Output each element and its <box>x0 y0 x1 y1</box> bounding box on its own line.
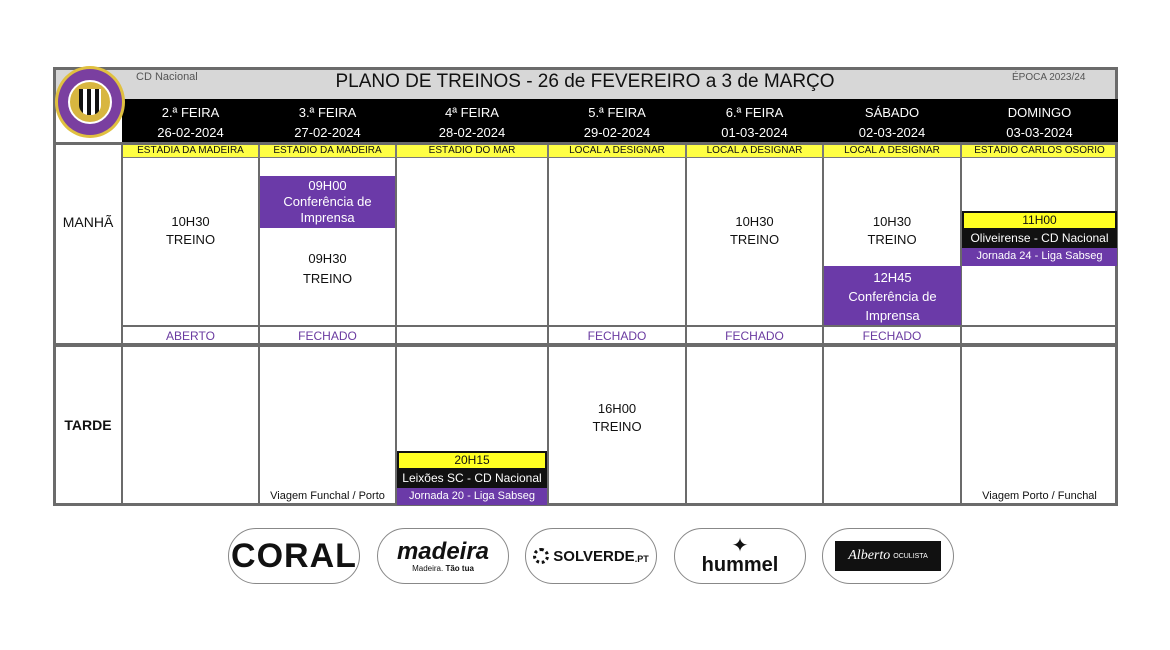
venue-mon: ESTÁDIA DA MADEIRA <box>122 143 259 158</box>
venue-fri: LOCAL A DESIGNAR <box>686 143 823 158</box>
status-thu: FECHADO <box>587 329 647 343</box>
press-conference-tue: 09H00 Conferência de Imprensa <box>260 176 395 228</box>
coral-logo: CORAL <box>231 536 357 575</box>
venue-tue: ESTÁDIO DA MADEIRA <box>259 143 396 158</box>
match-time-sun: 11H00 <box>962 211 1117 230</box>
madeira-logo: madeira <box>396 537 490 565</box>
press-conference-sat: 12H45 Conferência de Imprensa <box>824 266 961 325</box>
grid-line <box>121 142 123 506</box>
venue-sun: ESTÁDIO CARLOS OSÓRIO <box>961 143 1118 158</box>
training-fri-morning: 10H30 TREINO <box>729 214 780 247</box>
hummel-logo: hummel <box>701 554 779 576</box>
status-tue: FECHADO <box>298 329 357 343</box>
training-thu-afternoon: 16H00 TREINO <box>592 401 642 434</box>
club-name: CD Nacional <box>136 71 198 83</box>
training-sat-morning: 10H30 TREINO <box>867 214 917 247</box>
match-round-wed: Jornada 20 - Liga Sabseg <box>397 488 547 505</box>
venue-thu: LOCAL A DESIGNAR <box>548 143 686 158</box>
venue-wed: ESTÁDIO DO MAR <box>396 143 548 158</box>
status-fri: FECHADO <box>725 329 784 343</box>
sponsor-solverde: SOLVERDE .PT <box>525 528 657 584</box>
madeira-tagline: Madeira. Tão tua <box>412 563 474 573</box>
solverde-icon <box>533 548 549 564</box>
match-teams-wed: Leixões SC - CD Nacional <box>397 470 547 488</box>
grid-line <box>122 325 1118 327</box>
page-title: PLANO DE TREINOS - 26 de FEVEREIRO a 3 de MARÇO <box>335 71 835 92</box>
sponsor-alberto <box>822 528 954 584</box>
season-label: ÉPOCA 2023/24 <box>1012 72 1086 83</box>
solverde-logo: SOLVERDE <box>553 547 635 565</box>
match-round-sun: Jornada 24 - Liga Sabseg <box>962 248 1117 266</box>
day-header-thu: 5.ª FEIRA 29-02-2024 <box>548 99 686 143</box>
training-mon-morning: 10H30 TREINO <box>165 214 216 247</box>
alberto-logo: Alberto OCULISTA <box>835 541 941 571</box>
sponsor-madeira <box>377 528 509 584</box>
row-label-morning: MANHÃ <box>62 214 114 230</box>
bee-icon: ✦ <box>731 535 749 557</box>
day-header-sun: DOMINGO 03-03-2024 <box>961 99 1118 143</box>
status-mon: ABERTO <box>166 329 215 343</box>
day-header-wed: 4ª FEIRA 28-02-2024 <box>396 99 548 143</box>
day-header-mon: 2.ª FEIRA 26-02-2024 <box>122 99 259 143</box>
sponsor-hummel <box>674 528 806 584</box>
training-tue-morning: 09H30 TREINO <box>302 251 353 286</box>
club-crest-icon <box>55 66 125 138</box>
travel-note-sun: Viagem Porto / Funchal <box>982 490 1097 502</box>
sponsor-coral <box>228 528 360 584</box>
day-header-fri: 6.ª FEIRA 01-03-2024 <box>686 99 823 143</box>
travel-note-tue: Viagem Funchal / Porto <box>270 490 385 502</box>
day-header-sat: SÁBADO 02-03-2024 <box>823 99 961 143</box>
row-label-afternoon: TARDE <box>64 417 112 433</box>
day-header-tue: 3.ª FEIRA 27-02-2024 <box>259 99 396 143</box>
match-teams-sun: Oliveirense - CD Nacional <box>962 230 1117 248</box>
status-sat: FECHADO <box>862 329 922 343</box>
venue-sat: LOCAL A DESIGNAR <box>823 143 961 158</box>
match-time-wed: 20H15 <box>397 451 547 470</box>
